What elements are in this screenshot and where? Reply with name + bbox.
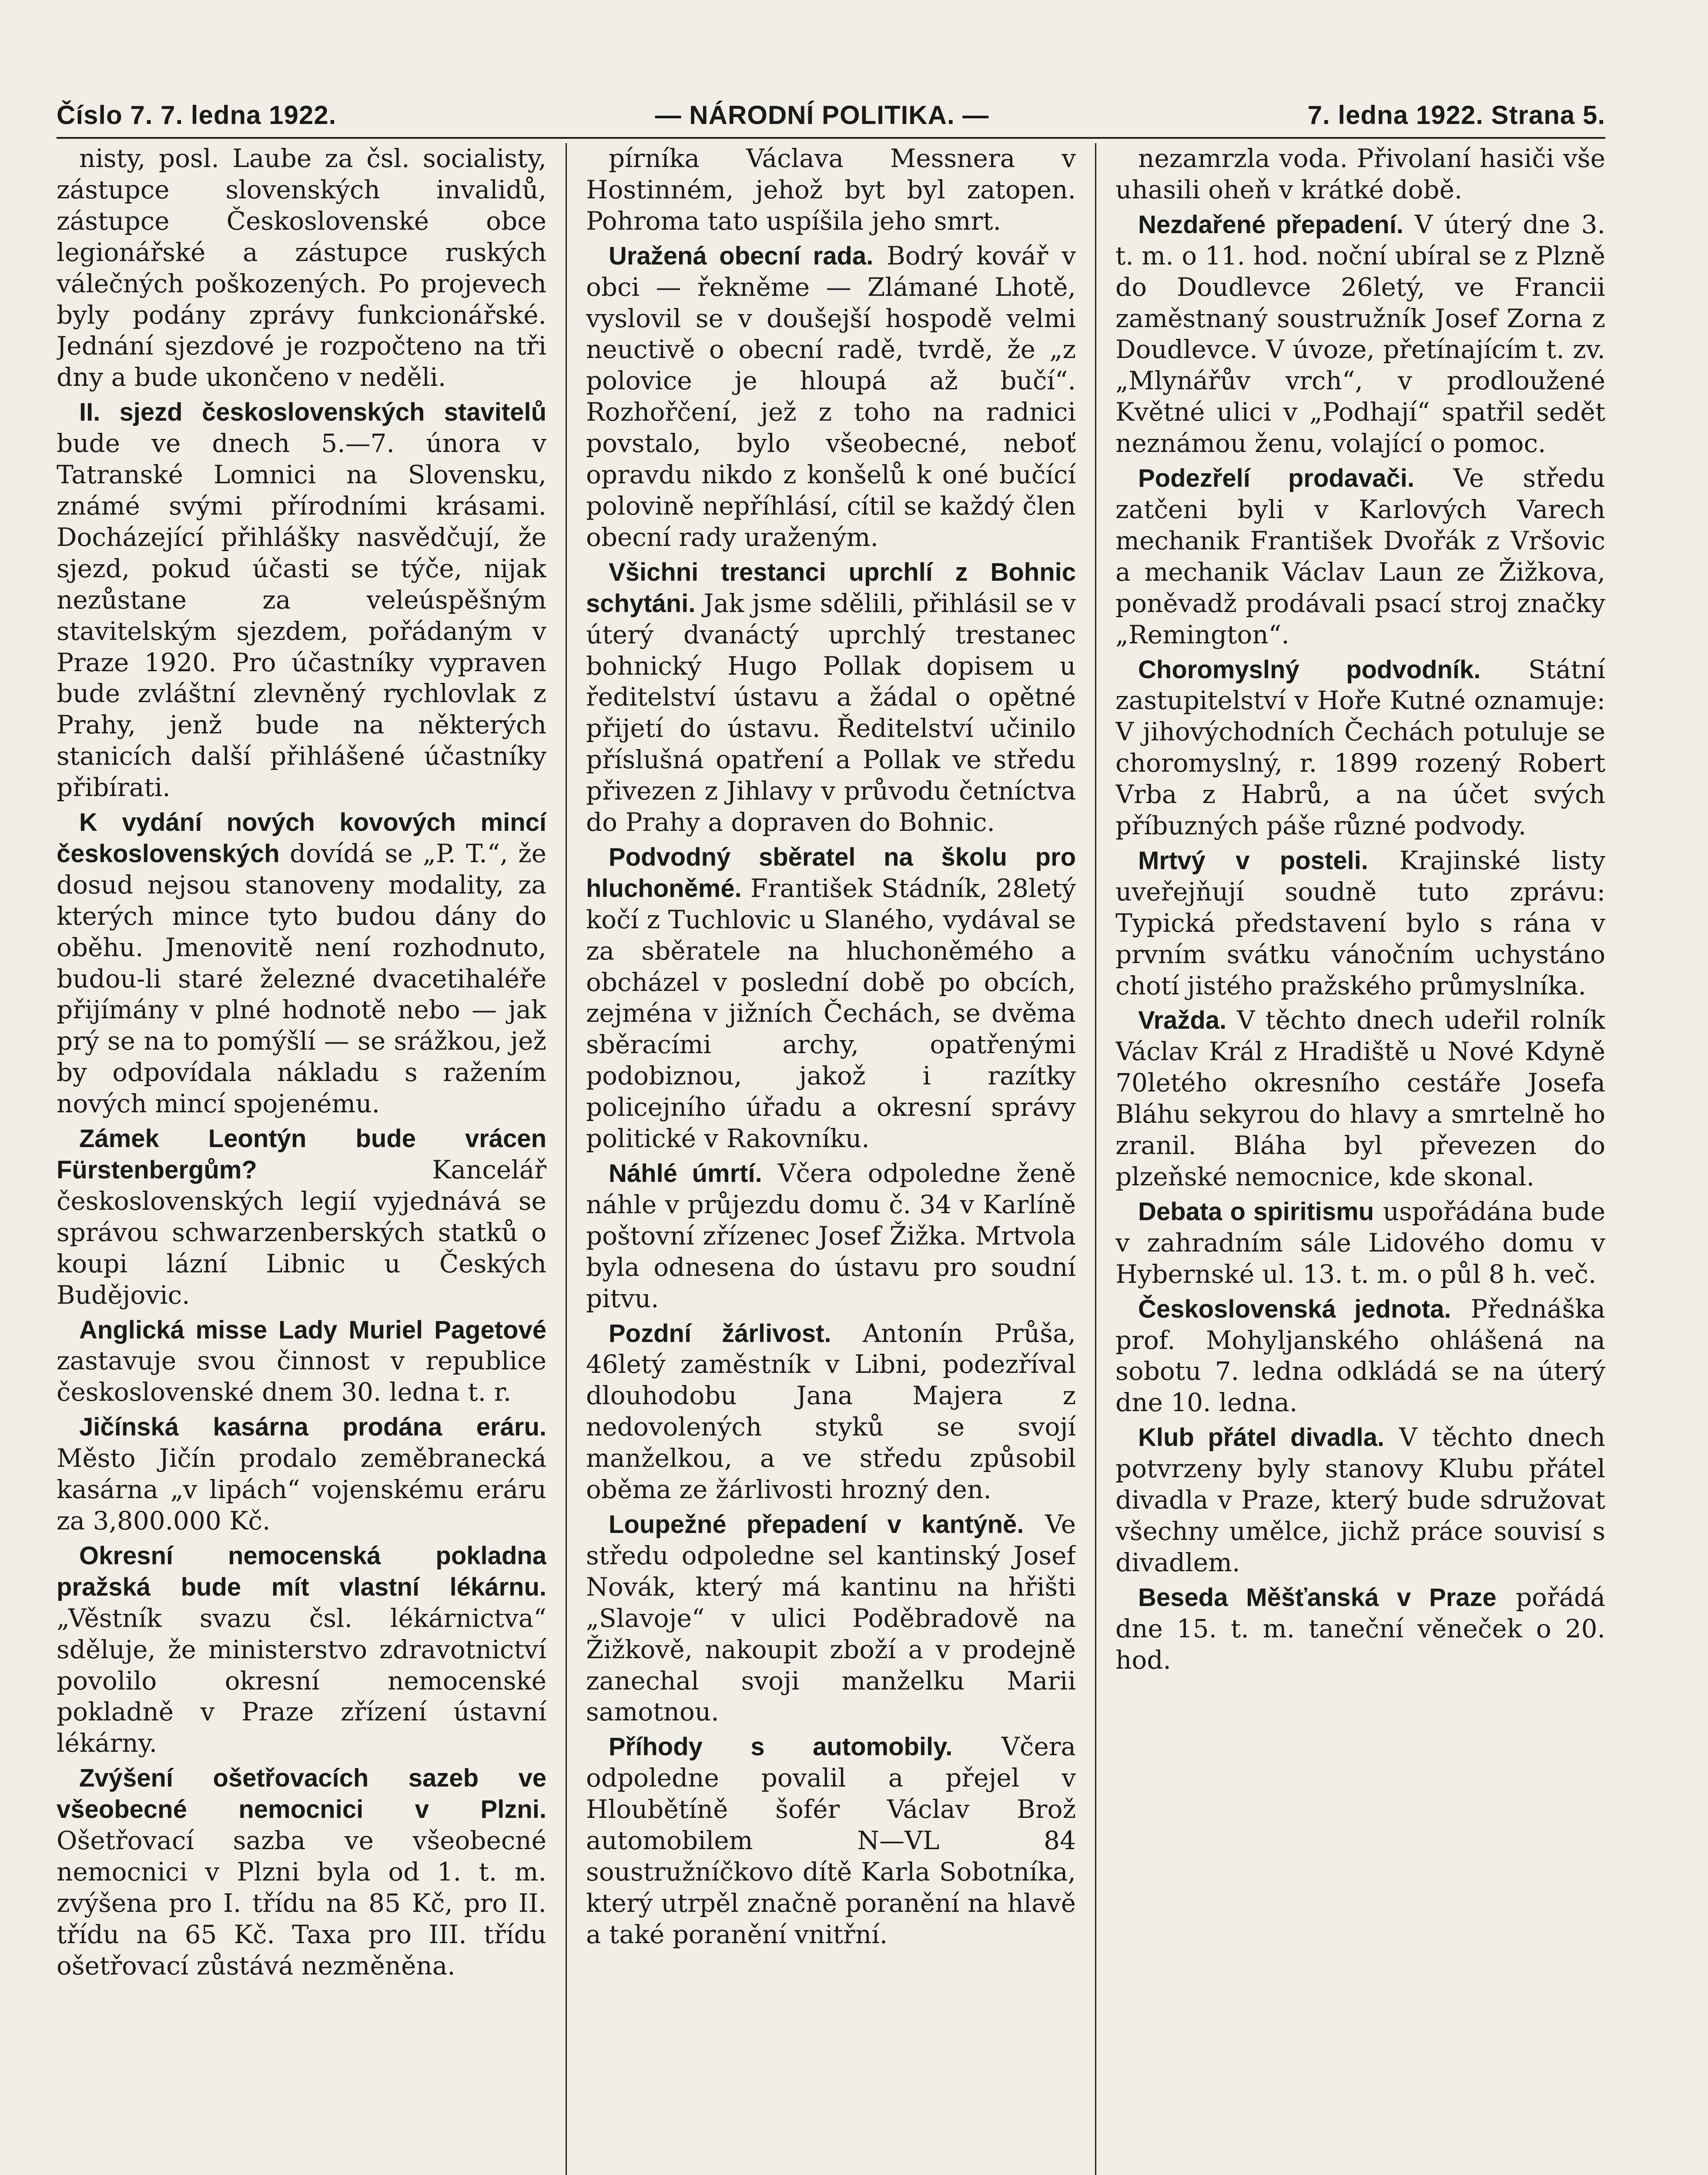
article-headline: Mrtvý v posteli. [1138, 846, 1368, 875]
article-text: Ve středu zatčeni byli v Karlových Varech mechanik František Dvořák z Vršovic a mechanik Václav Laun ze Žižkova, poněvadž prodávali psací stroj značky „Remington“. [1115, 463, 1605, 649]
article-headline: Všichni trestanci uprchlí z Bohnic schytáni. [586, 558, 1076, 618]
column-divider [1095, 143, 1096, 2175]
article-text: nezamrzla voda. Přivolaní hasiči vše uhasili oheň v krátké době. [1115, 144, 1605, 204]
article-paragraph [1115, 1422, 1605, 1579]
article-headline: Uražená obecní rada. [609, 241, 874, 270]
article-text: Jak jsme sdělili, přihlásil se v úterý dvanáctý uprchlý trestanec bohnický Hugo Pollak dopisem u ředitelství ústavu a žádal o opětné přijetí do ústavu. Ředitelství učinilo příslušná opatření a Pollak ve středu přivezen z Jihlavy v průvodu četníctva do Prahy a dopraven do Bohnic. [586, 588, 1076, 837]
article-paragraph [586, 842, 1076, 1154]
article-paragraph [1115, 463, 1605, 650]
article-text: Státní zastupitelství v Hoře Kutné oznamuje: V jihovýchodních Čechách potuluje se choromyslný, r. 1899 rozený Robert Vrba z Habrů, a na účet svých příbuzných páše různé podvody. [1115, 654, 1605, 841]
article-headline: Podvodný sběratel na školu pro hluchoněmé. [586, 843, 1076, 903]
article-paragraph [57, 807, 546, 1120]
article-paragraph [1115, 1196, 1605, 1290]
article-paragraph [1115, 845, 1605, 1002]
article-paragraph [1115, 654, 1605, 842]
article-text: Včera odpoledne ženě náhle v průjezdu domu č. 34 v Karlíně poštovní zřízenec Josef Žižka. Mrtvola byla odnesena do ústavu pro soudní pitvu. [586, 1158, 1076, 1313]
article-paragraph [1115, 1294, 1605, 1419]
article-headline: Klub přátel divadla. [1138, 1423, 1384, 1452]
article-text: uspořádána bude v zahradním sále Lidového domu v Hybernské ul. 13. t. m. o půl 8 h. več. [1115, 1196, 1605, 1289]
article-headline: Nezdařené přepadení. [1138, 210, 1403, 239]
article-text: V těchto dnech udeřil rolník Václav Král z Hradiště u Nové Kdyně 70letého okresního cestáře Josefa Bláhu sekyrou do hlavy a smrtelně ho zranil. Bláha byl převezen do plzeňské nemocnice, kde skonal. [1115, 1005, 1605, 1191]
article-headline: Zvýšení ošetřovacích sazeb ve všeobecné nemocnici v Plzni. [57, 1764, 546, 1824]
date-and-page: 7. ledna 1922. Strana 5. [1307, 100, 1605, 130]
article-paragraph [57, 1540, 546, 1759]
article-text: Ošetřovací sazba ve všeobecné nemocnici v Plzni byla od 1. t. m. zvýšena pro I. třídu na 85 Kč, pro II. třídu na 65 Kč. Taxa pro III. třídu ošetřovací zůstává nezměněna. [57, 1826, 546, 1981]
article-headline: Debata o spiritismu [1138, 1197, 1374, 1226]
article-paragraph [1115, 143, 1605, 206]
article-text: pořádá dne 15. t. m. taneční věneček o 20. hod. [1115, 1582, 1605, 1675]
article-text: Včera odpoledne povalil a přejel v Hloubětíně šofér Václav Brož automobilem N—VL 84 soustružníčkovo dítě Karla Sobotníka, který utrpěl značně poranění na hlavě a také poranění vnitřní. [586, 1732, 1076, 1949]
article-headline: Náhlé úmrtí. [609, 1159, 762, 1188]
article-paragraph [586, 143, 1076, 237]
article-paragraph [586, 241, 1076, 553]
article-headline: Zámek Leontýn bude vrácen Fürstenbergům? [57, 1124, 546, 1184]
article-headline: Podezřelí prodavači. [1138, 464, 1414, 493]
article-paragraph [57, 1315, 546, 1409]
column-1 [57, 143, 546, 2175]
article-text: bude ve dnech 5.—7. února v Tatranské Lomnici na Slovensku, známé svými přírodními krásami. Docházející přihlášky nasvědčují, že sjezd, pokud účasti se týče, nijak nezůstane za veleúspěšným stavitelským sjezdem, pořádaným v Praze 1920. Pro účastníky vypraven bude zvláštní zlevněný rychlovlak z Prahy, jenž bude na některých stanicích další přihlášené účastníky přibírati. [57, 428, 546, 803]
article-paragraph [1115, 209, 1605, 459]
article-paragraph [57, 1763, 546, 1981]
article-text: Město Jičín prodalo zeměbranecká kasárna „v lipách“ vojenskému eráru za 3,800.000 Kč. [57, 1443, 546, 1536]
article-headline: Anglická misse Lady Muriel Pagetové [79, 1315, 546, 1344]
article-headline: Okresní nemocenská pokladna pražská bude mít vlastní lékárnu. [57, 1541, 546, 1601]
article-paragraph [586, 1731, 1076, 1950]
masthead-title: — NÁRODNÍ POLITIKA. — [655, 100, 989, 130]
column-divider [566, 143, 567, 2175]
header-rule [57, 137, 1605, 139]
article-text: Bodrý kovář v obci — řekněme — Zlámané Lhotě, vyslovil se v doušejší hospodě velmi neuctivě o obecní radě, tvrdě, že „z polovice je hloupá až bučí“. Rozhořčení, jež z toho na radnici povstalo, bylo všeobecné, neboť opravdu nikdo z konšelů k oné bučící polovině nepříhlásí, cítil se každý člen obecní rady uraženým. [586, 241, 1076, 552]
article-headline: Jičínská kasárna prodána eráru. [79, 1413, 546, 1442]
article-paragraph [57, 397, 546, 803]
article-paragraph [586, 557, 1076, 838]
article-headline: K vydání nových kovových mincí československých [57, 808, 546, 868]
column-2 [586, 143, 1076, 2175]
article-text: Krajinské listy uveřejňují soudně tuto zprávu: Typická představení bylo s rána v prvním svátku vánočním uchystáno chotí jistého pražského průmyslníka. [1115, 845, 1605, 1000]
article-headline: Vražda. [1138, 1006, 1227, 1035]
article-text: Kancelář československých legií vyjednává se správou schwarzenberských statků o koupi lázní Libnic u Českých Budějovic. [57, 1155, 546, 1310]
article-paragraph [57, 143, 546, 393]
article-text: pírníka Václava Messnera v Hostinném, jehož byt byl zatopen. Pohroma tato uspíšila jeho smrt. [586, 144, 1076, 236]
article-paragraph [57, 1123, 546, 1311]
article-headline: II. sjezd československých stavitelů [79, 398, 546, 427]
article-paragraph [57, 1412, 546, 1537]
article-text: V těchto dnech potvrzeny byly stanovy Klubu přátel divadla v Praze, který bude sdružovat všechny umělce, jichž práce souvisí s divadlem. [1115, 1422, 1605, 1577]
article-text: Ve středu odpoledne sel kantinský Josef Novák, který má kantinu na hřišti „Slavoje“ v ulici Poděbradově na Žižkově, nakoupit zboží a v prodejně zanechal svoji manželku Marii samotnou. [586, 1509, 1076, 1727]
article-text: Přednáška prof. Mohyljanského ohlášená na sobotu 7. ledna odkládá se na úterý dne 10. ledna. [1115, 1294, 1605, 1418]
article-headline: Československá jednota. [1138, 1295, 1451, 1323]
article-paragraph [586, 1318, 1076, 1506]
article-text: V úterý dne 3. t. m. o 11. hod. noční ubíral se z Plzně do Doudlevce 26letý, ve Francii zaměstnaný soustružník Josef Zorna z Doudlevce. V úvoze, přetínajícím t. zv. „Mlynářův vrch“, v prodloužené Květné ulici v „Podhají“ spatřil sedět neznámou ženu, volající o pomoc. [1115, 209, 1605, 458]
article-paragraph [586, 1509, 1076, 1728]
article-text: „Věstník svazu čsl. lékárnictva“ sděluje, že ministerstvo zdravotnictví povolilo okresní nemocenské pokladně v Praze zřízení ústavní lékárny. [57, 1603, 546, 1758]
article-text: dovídá se „P. T.“, že dosud nejsou stanoveny modality, za kterých mince tyto budou dány do oběhu. Jmenovitě není rozhodnuto, budou-li staré železné dvacetihaléře přijímány v plné hodnotě nebo — jak prý se na to pomýšlí — se srážkou, jež by odpovídala nákladu s ražením nových mincí spojenému. [57, 838, 546, 1119]
article-headline: Loupežné přepadení v kantýně. [609, 1510, 1024, 1539]
article-paragraph [586, 1158, 1076, 1315]
article-headline: Příhody s automobily. [609, 1733, 953, 1761]
article-text: František Stádník, 28letý kočí z Tuchlovic u Slaného, vydával se za sběratele na hluchoněmého a obcházel v poslední době po obcích, zejména v jižních Čechách, se dvěma sběracími archy, opatřenými podobiznou, jakož i razítky policejního úřadu a okresní správy politické v Rakovníku. [586, 873, 1076, 1154]
article-text: nisty, posl. Laube za čsl. socialisty, zástupce slovenských invalidů, zástupce Československé obce legionářské a zástupce ruských válečných poškozených. Po projevech byly podány zprávy funkcionářské. Jednání sjezdové je rozpočteno na tři dny a bude ukončeno v neděli. [57, 144, 546, 392]
article-columns [57, 143, 1605, 2175]
article-paragraph [1115, 1005, 1605, 1192]
article-headline: Pozdní žárlivost. [609, 1319, 831, 1348]
article-headline: Beseda Měšťanská v Praze [1138, 1583, 1497, 1612]
page-header [57, 100, 1605, 134]
newspaper-page [57, 100, 1605, 2175]
issue-number: Číslo 7. 7. ledna 1922. [57, 100, 337, 130]
column-3 [1115, 143, 1605, 2175]
article-text: zastavuje svou činnost v republice československé dnem 30. ledna t. r. [57, 1346, 546, 1407]
article-headline: Choromyslný podvodník. [1138, 655, 1481, 684]
article-paragraph [1115, 1582, 1605, 1676]
article-text: Antonín Průša, 46letý zaměstník v Libni, podezříval dlouhodobu Jana Majera z nedovolených styků se svojí manželkou, a ve středu způsobil oběma ze žárlivosti hrozný den. [586, 1318, 1076, 1505]
